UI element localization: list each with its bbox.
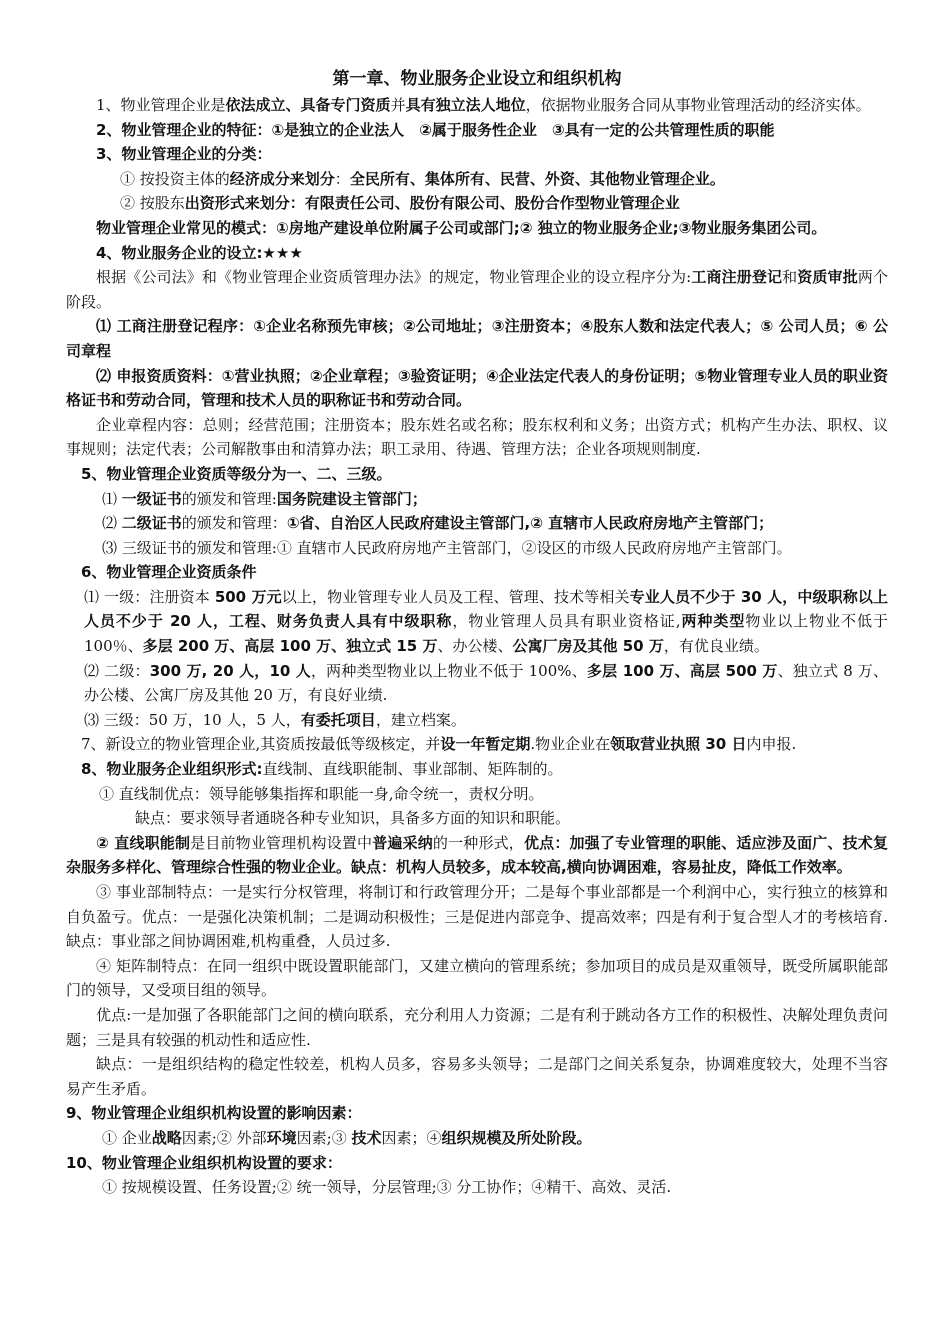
- text: ⑶ 三级：50 万，10 人，5 人，: [84, 710, 301, 729]
- text: 并: [390, 96, 406, 114]
- para-4b: ⑵ 申报资质资料：①营业执照；②企业章程；③验资证明；④企业法定代表人的身份证明；⑤物业管理专业人员的职业资格证书和劳动合同，管理和技术人员的职称证书和劳动合同。: [66, 366, 888, 410]
- bold-text: 8、物业服务企业组织形式:: [81, 760, 263, 779]
- bold-text: 公寓厂房及其他 50 万: [512, 637, 664, 656]
- bold-text: 战略: [151, 1128, 182, 1147]
- text: ⑵ 二级：: [84, 661, 150, 680]
- bold-text: 具有独立法人地位: [405, 96, 526, 114]
- para-5a: [66, 487, 888, 512]
- para-1: [66, 93, 888, 118]
- text: ，物业管理人员具有职业资格证,: [452, 612, 681, 631]
- bold-text: ② 直线职能制: [96, 833, 191, 852]
- para-6c: [66, 708, 888, 733]
- bold-text: 专业人员不少于 30 人，中级职称以上人员不少于 20 人，工程、财务负责人具有中级职称: [84, 587, 888, 631]
- bold-text: 依法成立、具备专门资质: [225, 96, 391, 114]
- para-8c: [66, 831, 888, 880]
- text: ⑴: [102, 489, 122, 508]
- text: 根据《公司法》和《物业管理企业资质管理办法》的规定，物业管理企业的设立程序分为:: [96, 268, 692, 287]
- text: 1、物业管理企业是: [96, 96, 226, 114]
- text: 因素;③: [296, 1128, 352, 1147]
- para-8a: ① 直线制优点：领导能够集指挥和职能一身,命令统一，责权分明。: [99, 784, 544, 803]
- para-5c: ⑶ 三级证书的颁发和管理:① 直辖市人民政府房地产主管部门，②设区的市级人民政府房地产主管部门。: [102, 538, 792, 557]
- bold-text: 国务院建设主管部门；: [276, 489, 427, 508]
- para-4a: ⑴ 工商注册登记程序：①企业名称预先审核；②公司地址；③注册资本；④股东人数和法定代表人；⑤ 公司人员；⑥ 公司章程: [66, 317, 888, 360]
- para-8b: 缺点：要求领导者通晓各种专业知识，具备多方面的知识和职能。: [135, 809, 571, 828]
- text: 的一种形式，: [432, 833, 524, 852]
- text: ⑵: [102, 514, 122, 533]
- text: 直线制、直线职能制、事业部制、矩阵制的。: [262, 760, 563, 779]
- bold-text: 工商注册登记: [691, 268, 783, 287]
- bold-text: ①省、自治区人民政府建设主管部门,② 直辖市人民政府房地产主管部门；: [286, 514, 774, 533]
- text: .物业企业在: [530, 735, 611, 754]
- para-8g: 缺点：一是组织结构的稳定性较差，机构人员多，容易多头领导；二是部门之间关系复杂，协调难度较大，处理不当容易产生矛盾。: [66, 1055, 888, 1098]
- bold-text: 设一年暂定期: [440, 735, 531, 754]
- bold-text: 全民所有、集体所有、民营、外资、其他物业管理企业。: [349, 169, 725, 188]
- text: 内申报.: [746, 735, 797, 754]
- text: 、独立式 8 万、办公楼、公寓厂房及其他 20 万，有良好业绩.: [84, 661, 888, 705]
- text: 、办公楼、: [437, 637, 513, 656]
- para-4-heading: 4、物业服务企业的设立:★★★: [96, 243, 303, 262]
- para-9a: [66, 1126, 888, 1151]
- text: 和: [782, 268, 798, 287]
- text: 因素；④: [381, 1128, 442, 1147]
- bold-text: 出资形式来划分：有限责任公司、股份有限公司、股份合作型物业管理企业: [184, 194, 680, 213]
- para-3a: [66, 167, 888, 192]
- text: 的颁发和管理：: [181, 514, 287, 533]
- bold-text: 优点：加强了专业管理的职能、适应涉及面广、技术复杂服务多样化、管理综合性强的物业企业。缺点：机构人员较多，成本较高,横向协调困难，容易扯皮，降低工作效率。: [66, 833, 888, 877]
- text: ① 企业: [102, 1128, 152, 1147]
- para-5b: [66, 511, 888, 536]
- bold-text: 经济成分来划分: [229, 169, 335, 188]
- para-3b: [66, 191, 888, 216]
- bold-text: 多层 100 万、高层 500 万: [586, 661, 778, 680]
- bold-text: 资质审批: [797, 268, 858, 287]
- chapter-title: 第一章、物业服务企业设立和组织机构: [332, 69, 622, 89]
- bold-text: 两种类型: [680, 612, 746, 631]
- text: 物业以上物业不低于 100％、: [84, 612, 888, 656]
- text: ，有优良业绩。: [663, 637, 769, 656]
- text: ：: [334, 169, 350, 188]
- para-6b: [66, 659, 888, 708]
- bold-text: 500 万元: [214, 587, 282, 606]
- text: 是目前物业管理机构设置中: [190, 833, 373, 852]
- para-5-heading: 5、物业管理企业资质等级分为一、二、三级。: [81, 464, 392, 483]
- text: ，建立档案。: [375, 710, 466, 729]
- bold-text: 有委托项目: [300, 710, 376, 729]
- para-10-heading: 10、物业管理企业组织机构设置的要求：: [66, 1153, 342, 1172]
- para-4p: [66, 265, 888, 314]
- bold-text: 领取营业执照 30 日: [610, 735, 747, 754]
- text: ，依据物业服务合同从事物业管理活动的经济实体。: [525, 96, 871, 114]
- bold-text: 普遍采纳: [372, 833, 433, 852]
- bold-text: 环境: [266, 1128, 297, 1147]
- para-7: [66, 732, 888, 757]
- text: 因素;② 外部: [181, 1128, 267, 1147]
- para-10a: ① 按规模设置、任务设置;② 统一领导，分层管理;③ 分工协作；④精干、高效、灵活.: [102, 1178, 672, 1197]
- text: ⑴ 一级：注册资本: [84, 587, 215, 606]
- text: ，两种类型物业以上物业不低于 100%、: [310, 661, 587, 680]
- para-8f: 优点:一是加强了各职能部门之间的横向联系，充分利用人力资源；二是有利于跳动各方工作的积极性、决解处理负责问题；三是具有较强的机动性和适应性.: [66, 1005, 888, 1049]
- para-6-heading: 6、物业管理企业资质条件: [81, 563, 257, 582]
- text: 以上，物业管理专业人员及工程、管理、技术等相关: [281, 587, 630, 606]
- para-6a: [66, 585, 888, 659]
- text: 两个阶段。: [66, 268, 888, 311]
- para-8-heading: [66, 757, 888, 782]
- para-4c: 企业章程内容：总则；经营范围；注册资本；股东姓名或名称；股东权利和义务；出资方式；机构产生办法、职权、议事规则；法定代表；公司解散事由和清算办法；职工录用、待遇、管理方法；企业各项规则制度.: [66, 415, 888, 459]
- text: 7、新设立的物业管理企业,其资质按最低等级核定，并: [81, 735, 441, 754]
- bold-text: 多层 200 万、高层 100 万、独立式 15 万: [142, 637, 438, 656]
- text: ① 按投资主体的: [120, 169, 230, 188]
- para-8d: ③ 事业部制特点：一是实行分权管理，将制订和行政管理分开；二是每个事业部都是一个利润中心，实行独立的核算和自负盈亏。优点：一是强化决策机制；二是调动积极性；三是促进内部竞争、提高效率；四是有利于复合型人才的考核培育.缺点：事业部之间协调困难,机构重叠，人员过多.: [66, 883, 888, 951]
- para-3c: 物业管理企业常见的模式：①房地产建设单位附属子公司或部门;② 独立的物业服务企业;③物业服务集团公司。: [96, 218, 827, 237]
- bold-text: 技术: [351, 1128, 382, 1147]
- bold-text: 组织规模及所处阶段。: [441, 1128, 592, 1147]
- para-9-heading: 9、物业管理企业组织机构设置的影响因素：: [66, 1104, 362, 1123]
- para-3-heading: 3、物业管理企业的分类：: [96, 145, 272, 164]
- para-8e: ④ 矩阵制特点：在同一组织中既设置职能部门，又建立横向的管理系统；参加项目的成员是双重领导，既受所属职能部门的领导，又受项目组的领导。: [66, 956, 888, 1000]
- bold-text: 300 万, 20 人，10 人: [149, 661, 311, 680]
- bold-text: 二级证书: [121, 514, 182, 533]
- bold-text: 一级证书: [121, 489, 182, 508]
- text: ② 按股东: [120, 194, 185, 213]
- para-2: 2、物业管理企业的特征：①是独立的企业法人 ②属于服务性企业 ③具有一定的公共管理性质的职能: [96, 120, 775, 139]
- text: 的颁发和管理:: [181, 489, 277, 508]
